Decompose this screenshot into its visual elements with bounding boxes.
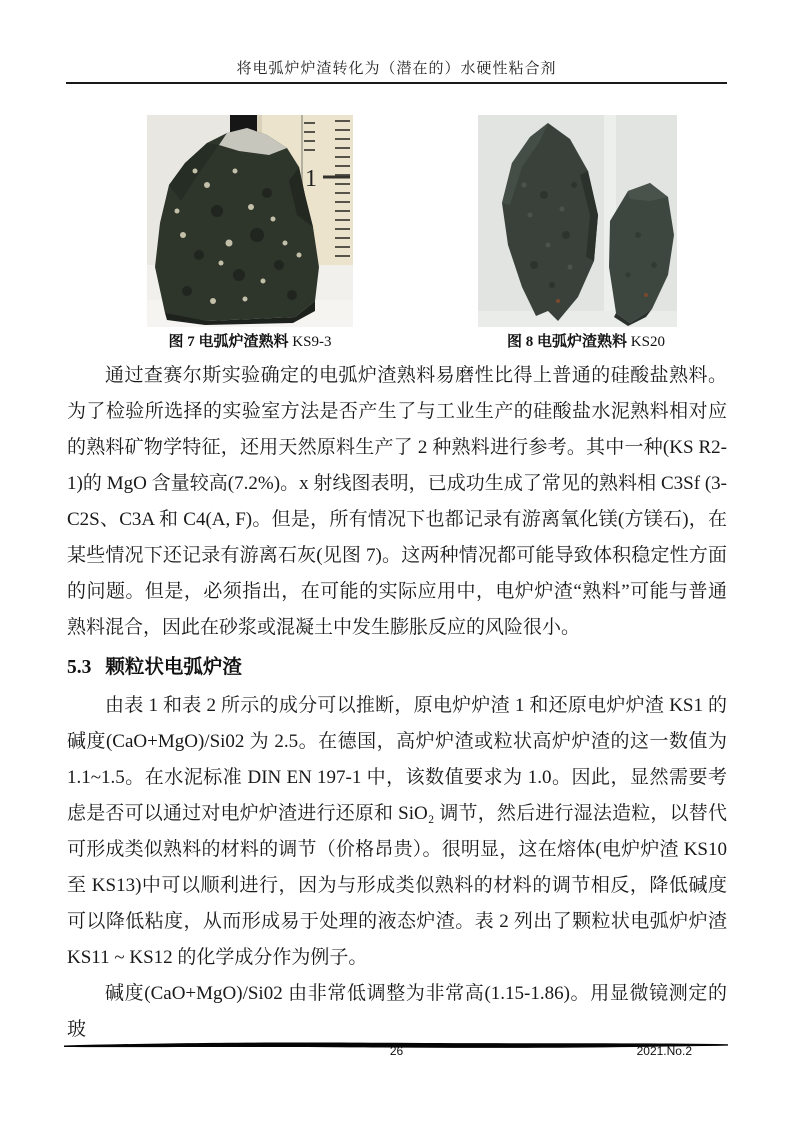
- figure-8-caption: [466, 330, 706, 350]
- slag-sample-photo-ks20: [478, 115, 677, 327]
- figure-7-photo: [147, 115, 353, 327]
- figure-8-caption-code: KS20: [630, 334, 665, 350]
- slag-sample-photo-ks9-3: [147, 115, 353, 327]
- figure-7-caption-name: 电弧炉渣熟料: [198, 334, 289, 350]
- section-title: 颗粒状电弧炉渣: [105, 657, 242, 678]
- figure-7-caption-fig: 图 7: [168, 334, 195, 350]
- figure-8-photo: [478, 115, 677, 327]
- paragraph-2: 由表 1 和表 2 所示的成分可以推断，原电炉炉渣 1 和还原电炉炉渣 KS1 的碱度(CaO+MgO)/Si02 为 2.5。在德国，高炉炉渣或粒状高炉炉渣的这一数值为 1.1~1.5。在水泥标准 DIN EN 197-1 中，该数值要求为 1.0。因此，显然需要考虑是否可以通过对电炉炉渣进行还原和 SiO₂ 调节，然后进行湿法造粒，以替代可形成类似熟料的材料的调节（价格昂贵）。很明显，这在熔体(电炉炉渣 KS10 至 KS13)中可以顺利进行，因为与形成类似熟料的材料的调节相反，降低碱度可以降低粘度，从而形成易于处理的液态炉渣。表 2 列出了颗粒状电弧炉炉渣 KS11 ~ KS12 的化学成分作为例子。: [67, 695, 727, 968]
- header-divider: [66, 82, 727, 84]
- section-heading-5-3: [67, 649, 727, 687]
- page-number: 26: [389, 1044, 404, 1058]
- figure-7-caption: [130, 330, 370, 350]
- issue-number: 2021.No.2: [636, 1044, 692, 1058]
- figure-8-caption-name: 电弧炉渣熟料: [537, 334, 628, 350]
- page-header-title: 将电弧炉炉渣转化为（潜在的）水硬性粘合剂: [236, 61, 557, 77]
- section-number: 5.3: [67, 657, 92, 678]
- paragraph-3: 碱度(CaO+MgO)/Si02 由非常低调整为非常高(1.15-1.86)。用显微镜测定的玻: [67, 983, 727, 1040]
- body-text-block: [67, 358, 727, 1048]
- figure-8-caption-fig: 图 8: [507, 334, 534, 350]
- paragraph-1: 通过查赛尔斯实验确定的电弧炉渣熟料易磨性比得上普通的硅酸盐熟料。为了检验所选择的实验室方法是否产生了与工业生产的硅酸盐水泥熟料相对应的熟料矿物学特征，还用天然原料生产了 2 种熟料进行参考。其中一种(KS R2-1)的 MgO 含量较高(7.2%)。x 射线图表明，已成功生成了常见的熟料相 C3Sf (3-C2S、C3A 和 C4(A, F)。但是，所有情况下也都记录有游离氧化镁(方镁石)，在某些情况下还记录有游离石灰(见图 7)。这两种情况都可能导致体积稳定性方面的问题。但是，必须指出，在可能的实际应用中，电炉炉渣“熟料”可能与普通熟料混合，因此在砂浆或混凝土中发生膨胀反应的风险很小。: [67, 365, 727, 638]
- figure-7-caption-code: KS9-3: [292, 334, 332, 350]
- ruler-mark-label: 1: [305, 166, 317, 192]
- footer-divider: [64, 1036, 728, 1044]
